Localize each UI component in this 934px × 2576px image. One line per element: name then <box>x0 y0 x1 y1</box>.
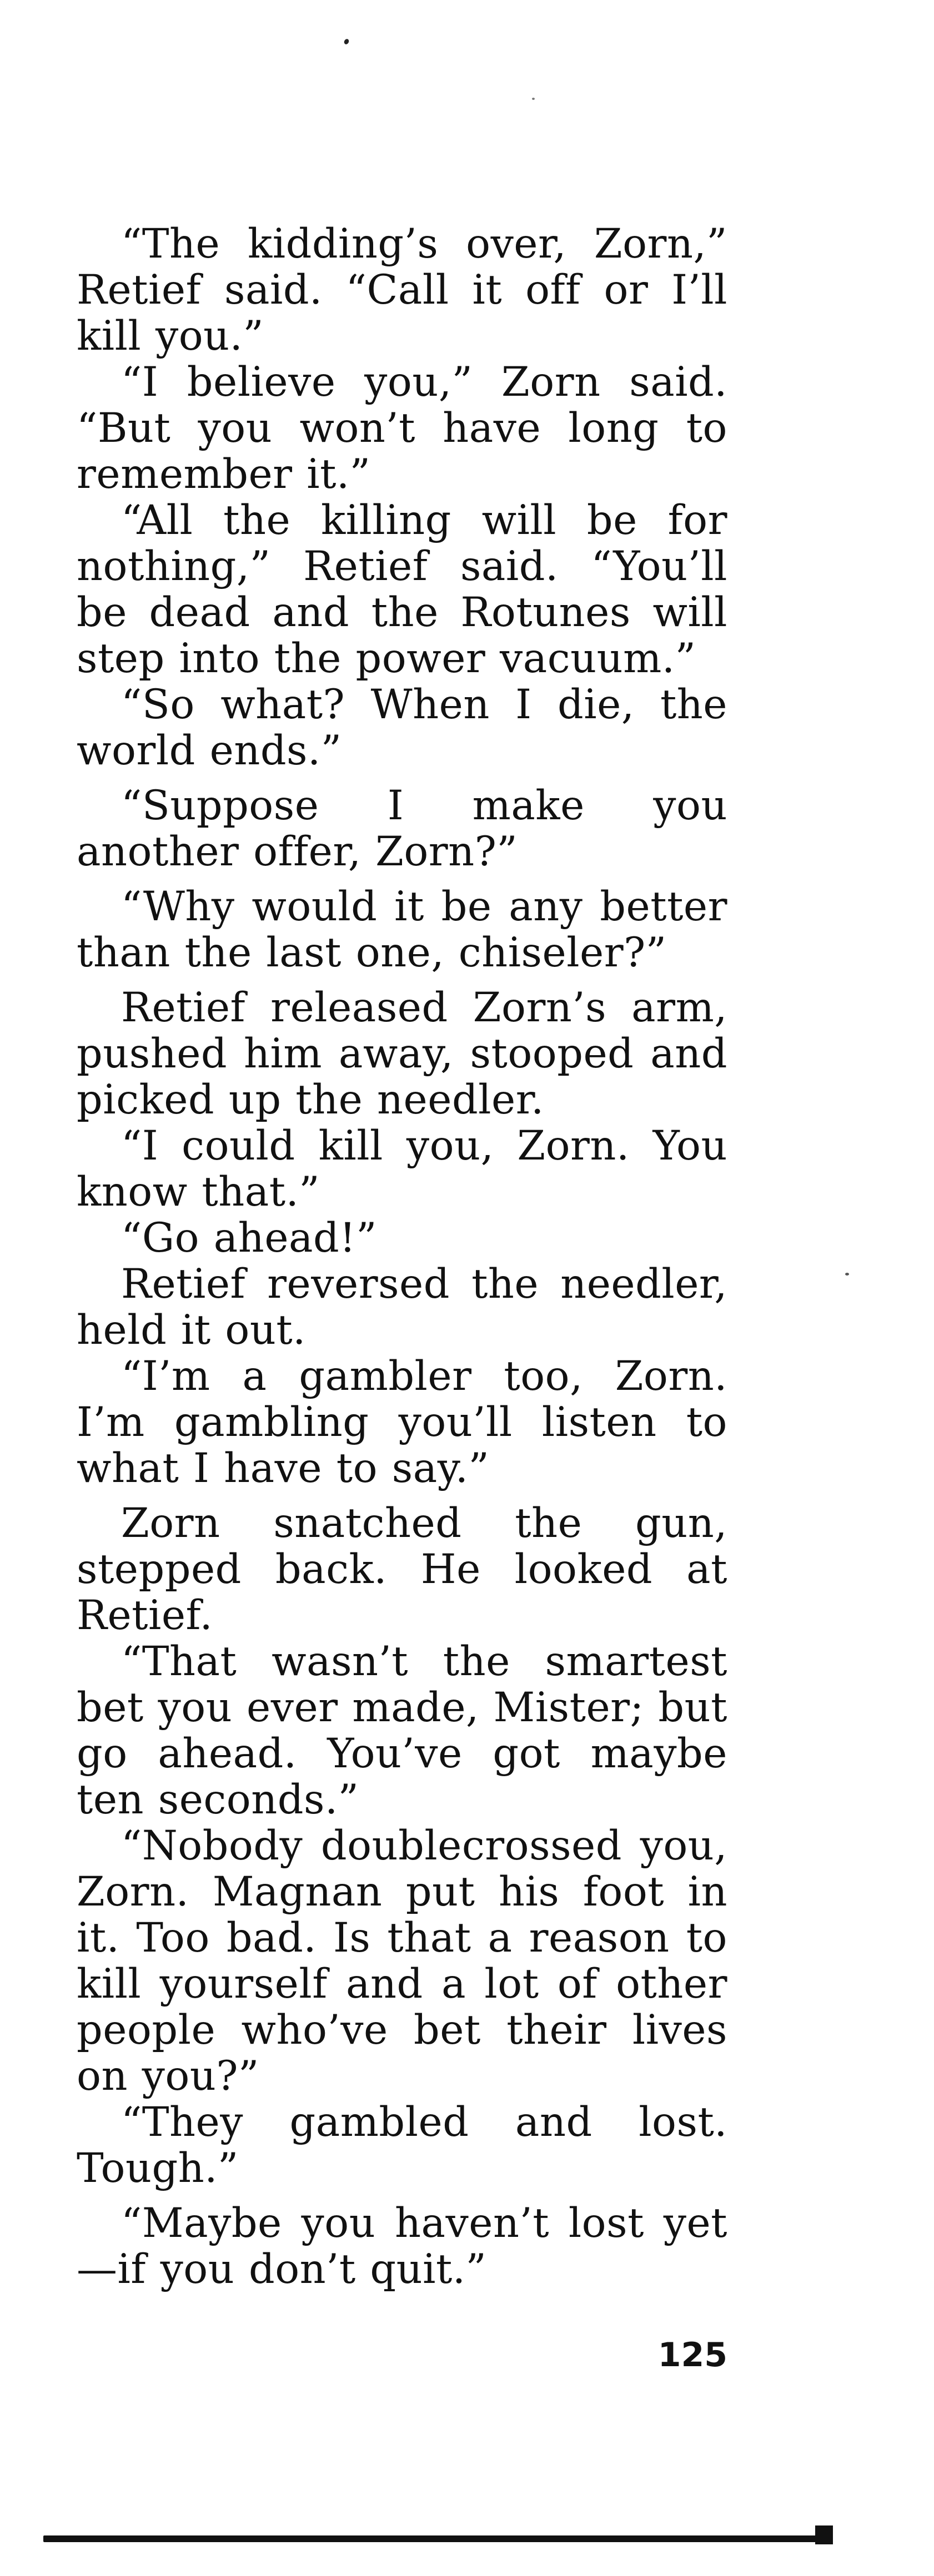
paragraph: “All the killing will be for nothing,” Retief said. “You’ll be dead and the Rotunes will step into the power vacuum.” <box>77 497 727 682</box>
paragraph: “They gambled and lost. Tough.” <box>77 2099 727 2192</box>
page-number: 125 <box>657 2336 727 2375</box>
paragraph: “Go ahead!” <box>121 1214 377 1262</box>
ink-speck <box>845 1273 849 1276</box>
paragraph: “The kidding’s over, Zorn,” Retief said. “Call it off or I’ll kill you.” <box>77 220 727 360</box>
paragraph: “Maybe you haven’t lost yet —if you don’t quit.” <box>77 2200 727 2293</box>
paragraph: “So what? When I die, the world ends.” <box>77 681 727 774</box>
ink-speck <box>343 38 350 46</box>
paragraph: Zorn snatched the gun, stepped back. He looked at Retief. <box>77 1500 727 1639</box>
paragraph: “Why would it be any better than the last one, chiseler?” <box>77 883 727 976</box>
bottom-rule <box>43 2535 832 2542</box>
bottom-rule-end <box>815 2525 833 2544</box>
paragraph: “I believe you,” Zorn said. “But you won’t have long to remember it.” <box>77 359 727 498</box>
body-text-column <box>77 221 727 2292</box>
paragraph: Retief reversed the needler, held it out. <box>77 1261 727 1354</box>
paragraph: “I could kill you, Zorn. You know that.” <box>77 1122 727 1216</box>
paragraph: “Nobody doublecrossed you, Zorn. Magnan put his foot in it. Too bad. Is that a reason to kill yourself and a lot of other people who’ve bet their lives on you?” <box>77 1822 727 2100</box>
paragraph: “Suppose I make you another offer, Zorn?” <box>77 782 727 875</box>
paragraph: Retief released Zorn’s arm, pushed him away, stooped and picked up the needler. <box>77 984 727 1123</box>
paragraph: “That wasn’t the smartest bet you ever made, Mister; but go ahead. You’ve got maybe ten seconds.” <box>77 1638 727 1823</box>
ink-speck <box>532 98 535 100</box>
paragraph: “I’m a gambler too, Zorn. I’m gambling you’ll listen to what I have to say.” <box>77 1353 727 1492</box>
